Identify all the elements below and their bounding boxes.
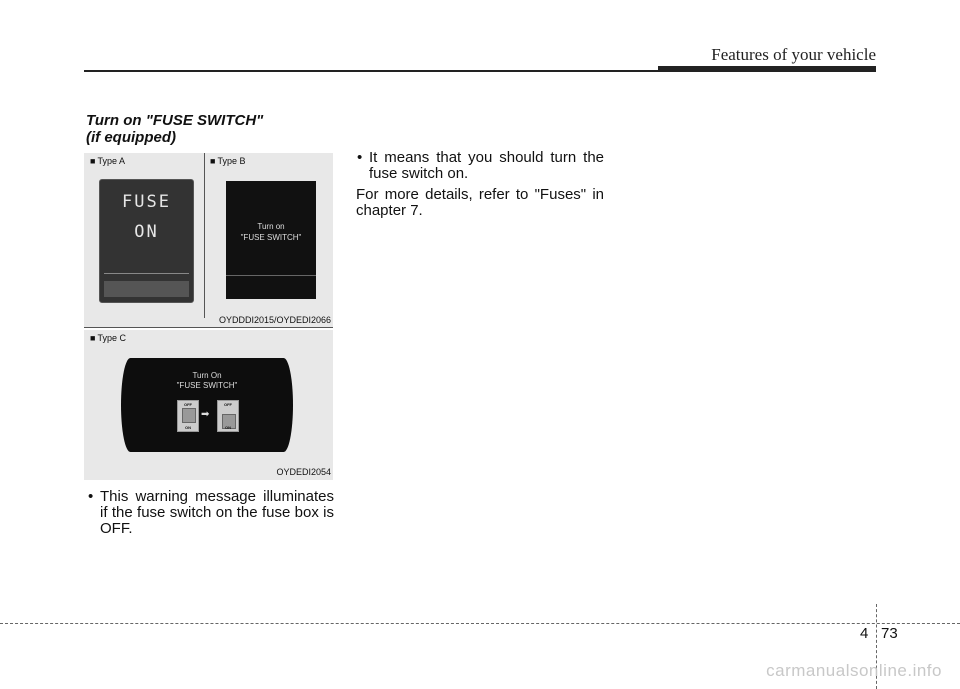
section-title-line1: Turn on "FUSE SWITCH" (86, 112, 264, 129)
type-c-label: ■ Type C (90, 333, 126, 343)
cluster-display-type-c (121, 358, 293, 452)
header-title: Features of your vehicle (711, 45, 876, 64)
figure-code: OYDDDI2015/OYDEDI2066 (218, 315, 331, 325)
section-title (86, 112, 263, 146)
bullet-dot: • (88, 488, 94, 505)
figure-type-c (84, 330, 333, 480)
square-bullet-icon: ■ (210, 156, 216, 166)
footer-dashed-line (0, 623, 960, 624)
bullet-meaning (357, 150, 604, 182)
section-title-line2: (if equipped) (86, 129, 176, 146)
square-bullet-icon: ■ (90, 156, 96, 166)
display-text-fuse: FUSE (122, 192, 171, 212)
square-bullet-icon: ■ (90, 333, 96, 343)
cluster-display-type-a (99, 179, 194, 303)
type-a-label: ■ Type A (90, 156, 125, 166)
watermark: carmanualsonline.info (766, 661, 942, 680)
switch-on-icon: OFF ON (217, 400, 239, 432)
display-line (104, 273, 189, 274)
bullet-text: This warning message illuminates if the fuse switch on the fuse box is OFF. (100, 488, 334, 537)
header-rule-thin (84, 70, 660, 72)
details-paragraph: For more details, refer to "Fuses" in chapter 7. (356, 186, 604, 219)
page-number: 73 (881, 625, 898, 642)
display-bottom-bar (104, 281, 189, 297)
display-message: Turn on "FUSE SWITCH" (240, 222, 302, 242)
figure-rule (84, 327, 333, 328)
type-b-label: ■ Type B (210, 156, 246, 166)
header-rule-thick (658, 66, 876, 72)
arrow-right-icon: ➡ (201, 409, 210, 420)
figure-divider (204, 153, 205, 318)
figure-type-a-b (84, 153, 333, 328)
bullet-text: It means that you should turn the fuse switch on. (369, 149, 604, 182)
chapter-number: 4 (860, 625, 869, 642)
display-message: Turn On "FUSE SWITCH" (176, 371, 238, 390)
display-line (226, 275, 316, 276)
cluster-display-type-b (226, 181, 316, 299)
switch-off-icon: OFF ON (177, 400, 199, 432)
figure-code: OYDEDI2054 (276, 467, 331, 477)
bullet-warning (88, 489, 334, 537)
bullet-dot: • (357, 149, 363, 166)
display-text-on: ON (134, 222, 159, 242)
